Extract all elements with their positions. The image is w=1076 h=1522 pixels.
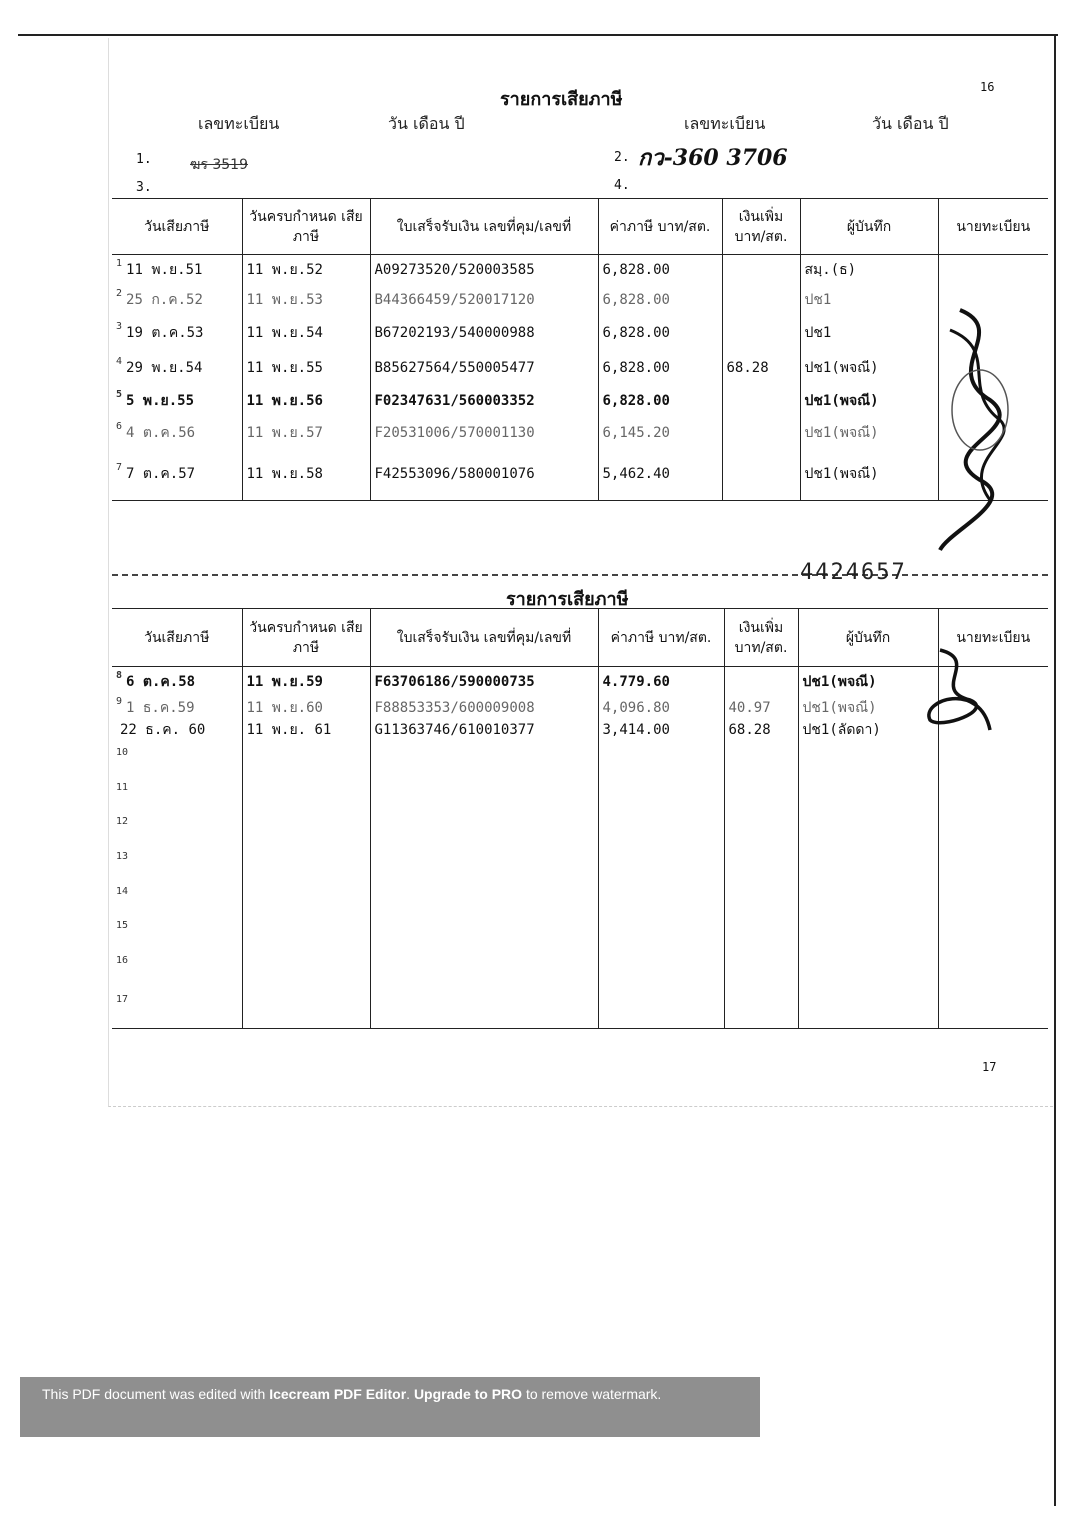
- table-row: [112, 351, 1048, 385]
- plate-number-4: 4.: [614, 178, 630, 193]
- due-date: 11 พ.ย.56: [242, 385, 370, 417]
- row-number: 7: [116, 462, 123, 474]
- receipt-number: F02347631/560003352: [370, 385, 598, 417]
- row-number: 16: [116, 955, 129, 966]
- col-header-due: วันครบกำหนด เสียภาษี: [242, 609, 370, 667]
- date-header-right: วัน เดือน ปี: [872, 114, 949, 133]
- table-row: [112, 449, 1048, 501]
- upper-page-number: 16: [980, 80, 995, 94]
- receipt-number: F20531006/570001130: [370, 417, 598, 449]
- paid-date: 1 ธ.ค.59: [126, 699, 195, 716]
- table-row: [112, 915, 1048, 950]
- col-header-due: วันครบกำหนด เสียภาษี: [242, 199, 370, 255]
- row-number: 14: [116, 885, 129, 897]
- tax-record-table-2: [112, 608, 1048, 1029]
- tax-amount: 6,145.20: [598, 417, 722, 449]
- row-number: 6: [116, 420, 123, 432]
- plate-value-2: กว-360 3706: [638, 145, 788, 171]
- col-header-tax: ค่าภาษี บาท/สต.: [598, 609, 724, 667]
- plate-number-3: 3.: [136, 180, 152, 195]
- table-row: [112, 697, 1048, 719]
- receipt-number: A09273520/520003585: [370, 255, 598, 285]
- surcharge-amount: 68.28: [722, 351, 800, 385]
- watermark-upgrade-link[interactable]: Upgrade to PRO: [413, 1386, 523, 1402]
- plate-header-left: เลขทะเบียน: [198, 114, 280, 133]
- upper-title: รายการเสียภาษี: [500, 89, 623, 110]
- recorder: ปช1(พจณี): [800, 417, 938, 449]
- table-row: [112, 719, 1048, 741]
- recorder: สมฺ.(ธ): [800, 255, 938, 285]
- row-number: 17: [116, 994, 129, 1006]
- plate-value-1: ฆร 3519: [190, 157, 248, 173]
- recorder: ปช1(พจณี): [800, 449, 938, 501]
- scan-fold-line: [112, 574, 1048, 576]
- table-row: [112, 417, 1048, 449]
- row-number: 13: [116, 851, 129, 862]
- table-row: [112, 255, 1048, 285]
- receipt-number: F63706186/590000735: [370, 667, 598, 697]
- signature-mark: [920, 640, 1000, 740]
- table-row: [112, 950, 1048, 985]
- surcharge-amount: [724, 667, 798, 697]
- signature-stamp: [920, 290, 1050, 560]
- watermark-banner: [20, 1377, 760, 1437]
- paid-date: 5 พ.ย.55: [126, 392, 195, 409]
- col-header-receipt: ใบเสร็จรับเงิน เลขที่คุม/เลขที่: [370, 609, 598, 667]
- registrar-signature: [938, 255, 1048, 285]
- paid-date: 19 ต.ค.53: [126, 324, 204, 341]
- table-row: [112, 881, 1048, 915]
- plate-header-right: เลขทะเบียน: [684, 114, 766, 133]
- scan-edge-top: [18, 34, 1058, 36]
- col-header-receipt: ใบเสร็จรับเงิน เลขที่คุม/เลขที่: [370, 199, 598, 255]
- receipt-number: G11363746/610010377: [370, 719, 598, 741]
- scan-edge-right: [1054, 36, 1056, 1506]
- tax-amount: 6,828.00: [598, 255, 722, 285]
- plate-number-1: 1.: [136, 152, 152, 167]
- table-row: [112, 667, 1048, 697]
- col-header-tax: ค่าภาษี บาท/สต.: [598, 199, 722, 255]
- lower-title: รายการเสียภาษี: [506, 589, 629, 610]
- tax-amount: 3,414.00: [598, 719, 724, 741]
- table-row: [112, 846, 1048, 881]
- lower-page-number: 17: [982, 1060, 997, 1074]
- recorder: ปช1(พจณี): [800, 385, 938, 417]
- paid-date: 6 ต.ค.58: [126, 673, 196, 690]
- receipt-number: B85627564/550005477: [370, 351, 598, 385]
- col-header-surcharge: เงินเพิ่ม บาท/สต.: [722, 199, 800, 255]
- table-row: [112, 985, 1048, 1029]
- recorder: ปช1: [800, 315, 938, 351]
- surcharge-amount: [722, 385, 800, 417]
- row-number: 4: [116, 355, 123, 367]
- tax-amount: 4.779.60: [598, 667, 724, 697]
- receipt-number: B44366459/520017120: [370, 285, 598, 315]
- paid-date: 25 ก.ค.52: [126, 291, 203, 308]
- tax-record-table-1: [112, 198, 1048, 501]
- row-number: 1: [116, 257, 123, 269]
- recorder: ปช1: [800, 285, 938, 315]
- row-number: 3: [116, 320, 123, 332]
- tax-amount: 5,462.40: [598, 449, 722, 501]
- watermark-suffix: to remove watermark.: [522, 1386, 662, 1402]
- row-number: 12: [116, 816, 129, 827]
- due-date: 11 พ.ย.60: [242, 697, 370, 719]
- row-number: 11: [116, 781, 129, 793]
- table-row: [112, 315, 1048, 351]
- watermark-product[interactable]: Icecream PDF Editor: [269, 1386, 407, 1402]
- col-header-paid: วันเสียภาษี: [144, 218, 210, 235]
- paid-date: 7 ต.ค.57: [126, 466, 196, 483]
- recorder: ปช1(พจณี): [798, 697, 938, 719]
- row-number: 2: [116, 287, 123, 299]
- due-date: 11 พ.ย.53: [242, 285, 370, 315]
- paid-date: 29 พ.ย.54: [126, 359, 203, 376]
- recorder: ปช1(พจณี): [800, 351, 938, 385]
- surcharge-amount: 68.28: [724, 719, 798, 741]
- col-header-registrar: นายทะเบียน: [938, 609, 1048, 667]
- surcharge-amount: 40.97: [724, 697, 798, 719]
- surcharge-amount: [722, 285, 800, 315]
- row-number: 10: [116, 746, 129, 758]
- surcharge-amount: [722, 255, 800, 285]
- recorder: ปช1(พจณี): [798, 667, 938, 697]
- row-number: 5: [116, 388, 123, 400]
- receipt-number: F88853353/600009008: [370, 697, 598, 719]
- recorder: ปช1(ลัดดา): [798, 719, 938, 741]
- tax-amount: 6,828.00: [598, 285, 722, 315]
- due-date: 11 พ.ย.57: [242, 417, 370, 449]
- col-header-registrar: นายทะเบียน: [938, 199, 1048, 255]
- due-date: 11 พ.ย.54: [242, 315, 370, 351]
- col-header-recorder: ผู้บันทึก: [800, 199, 938, 255]
- row-number: 8: [116, 669, 123, 681]
- table-row: [112, 741, 1048, 777]
- receipt-number: F42553096/580001076: [370, 449, 598, 501]
- plate-number-2: 2.: [614, 150, 630, 165]
- row-number: 15: [116, 920, 129, 931]
- table-row: [112, 385, 1048, 417]
- due-date: 11 พ.ย.55: [242, 351, 370, 385]
- paid-date: 11 พ.ย.51: [126, 261, 203, 278]
- table-row: [112, 777, 1048, 811]
- surcharge-amount: [722, 315, 800, 351]
- col-header-paid: วันเสียภาษี: [144, 629, 210, 646]
- date-header-left: วัน เดือน ปี: [388, 114, 465, 133]
- watermark-prefix: This PDF document was edited with: [42, 1386, 270, 1402]
- table-row: [112, 285, 1048, 315]
- col-header-recorder: ผู้บันทึก: [798, 609, 938, 667]
- surcharge-amount: [722, 417, 800, 449]
- table-row: [112, 811, 1048, 846]
- row-number: 9: [116, 696, 123, 707]
- col-header-surcharge: เงินเพิ่ม บาท/สต.: [724, 609, 798, 667]
- receipt-number: B67202193/540000988: [370, 315, 598, 351]
- paid-date: 22 ธ.ค. 60: [120, 721, 206, 738]
- watermark-middle: .: [406, 1386, 414, 1402]
- paid-date: 4 ต.ค.56: [126, 424, 196, 441]
- due-date: 11 พ.ย.52: [242, 255, 370, 285]
- tax-amount: 6,828.00: [598, 315, 722, 351]
- due-date: 11 พ.ย.59: [242, 667, 370, 697]
- tax-amount: 6,828.00: [598, 385, 722, 417]
- tax-amount: 4,096.80: [598, 697, 724, 719]
- surcharge-amount: [722, 449, 800, 501]
- stamp-number: 4424657: [800, 560, 907, 585]
- tax-amount: 6,828.00: [598, 351, 722, 385]
- due-date: 11 พ.ย. 61: [242, 719, 370, 741]
- due-date: 11 พ.ย.58: [242, 449, 370, 501]
